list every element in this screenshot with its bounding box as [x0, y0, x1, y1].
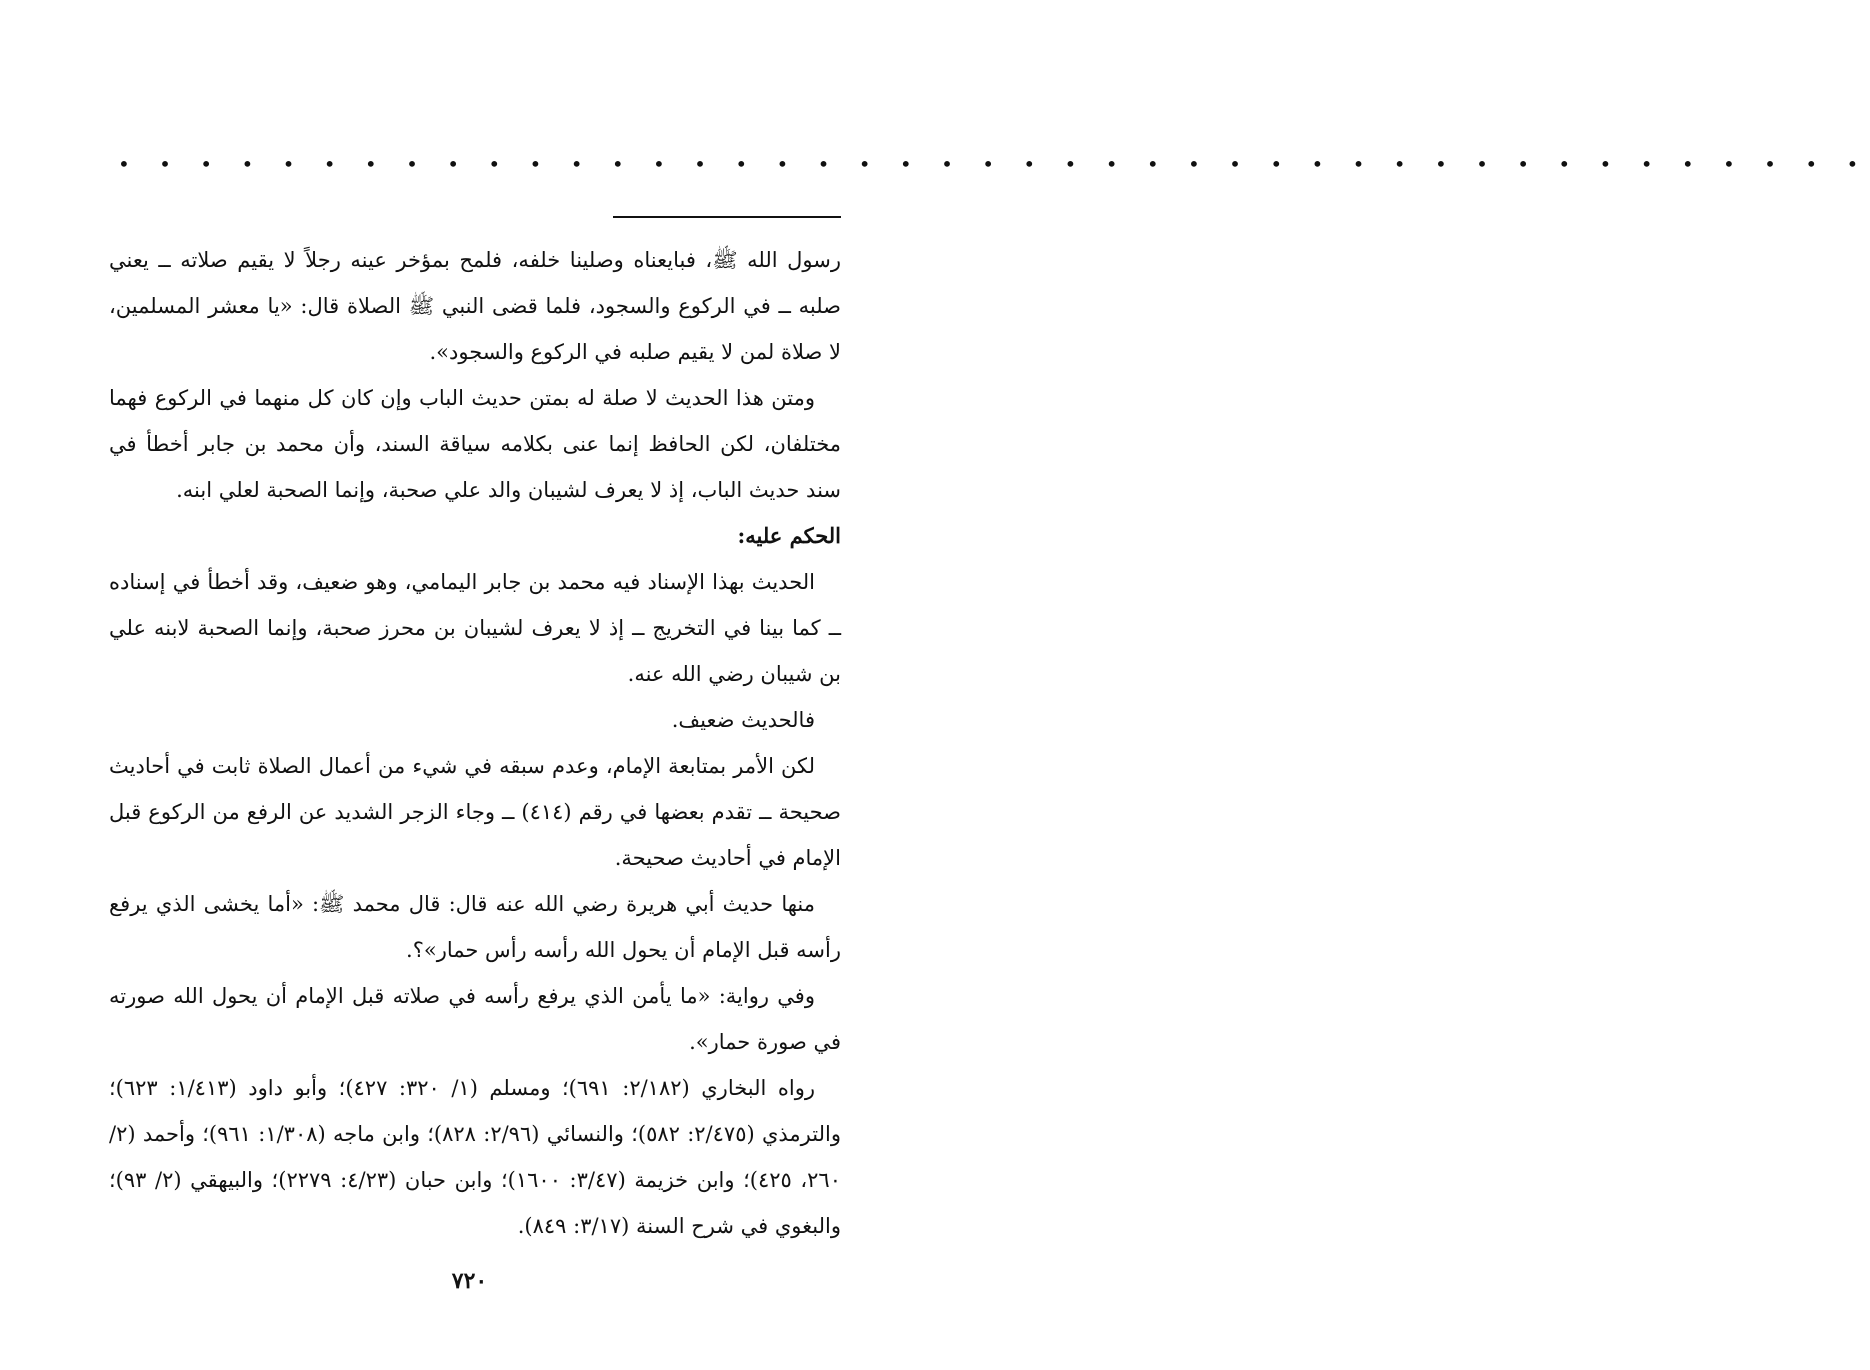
section-heading: الحكم عليه:	[737, 523, 841, 548]
paragraph: منها حديث أبي هريرة رضي الله عنه قال: قال محمد ﷺ: «أما يخشى الذي يرفع رأسه قبل الإمام أن يحول الله رأسه رأس حمار»؟.	[109, 892, 841, 962]
paragraph: رواه البخاري (٢/١٨٢: ٦٩١)؛ ومسلم (١/ ٣٢٠: ٤٢٧)؛ وأبو داود (١/٤١٣: ٦٢٣)؛ والترمذي (٢/٤٧٥: ٥٨٢)؛ والنسائي (٢/٩٦: ٨٢٨)؛ وابن ماجه (١/٣٠٨: ٩٦١)؛ وأحمد (٢/ ٢٦٠، ٤٢٥)؛ وابن خزيمة (٣/٤٧: ١٦٠٠)؛ وابن حبان (٤/٢٣: ٢٢٧٩)؛ والبيهقي (٢/ ٩٣)؛ والبغوي في شرح السنة (٣/١٧: ٨٤٩).	[109, 1076, 841, 1238]
body-text	[109, 237, 841, 1249]
paragraph: رسول الله ﷺ، فبايعناه وصلينا خلفه، فلمح بمؤخر عينه رجلاً لا يقيم صلاته ــ يعني صلبه ــ في الركوع والسجود، فلما قضى النبي ﷺ الصلاة قال: «يا معشر المسلمين، لا صلاة لمن لا يقيم صلبه في الركوع والسجود».	[109, 248, 841, 364]
dotted-separator: • • • • • • • • • • • • • • • • • • • • • • • • • • • • • • • • • • • • • • • • • • •	[118, 152, 1870, 176]
paragraph: وفي رواية: «ما يأمن الذي يرفع رأسه في صلاته قبل الإمام أن يحول الله صورته في صورة حمار».	[109, 984, 841, 1054]
footnote-rule	[613, 216, 841, 218]
page-number: ٧٢٠	[451, 1268, 488, 1294]
paragraph: الحديث بهذا الإسناد فيه محمد بن جابر اليمامي، وهو ضعيف، وقد أخطأ في إسناده ــ كما بينا في التخريج ــ إذ لا يعرف لشيبان بن محرز صحبة، وإنما الصحبة لابنه علي بن شيبان رضي الله عنه.	[109, 570, 841, 686]
paragraph: لكن الأمر بمتابعة الإمام، وعدم سبقه في شيء من أعمال الصلاة ثابت في أحاديث صحيحة ــ تقدم بعضها في رقم (٤١٤) ــ وجاء الزجر الشديد عن الرفع من الركوع قبل الإمام في أحاديث صحيحة.	[109, 754, 841, 870]
paragraph: ومتن هذا الحديث لا صلة له بمتن حديث الباب وإن كان كل منهما في الركوع فهما مختلفان، لكن الحافظ إنما عنى بكلامه سياقة السند، وأن محمد بن جابر أخطأ في سند حديث الباب، إذ لا يعرف لشيبان والد علي صحبة، وإنما الصحبة لعلي ابنه.	[109, 386, 841, 502]
paragraph: فالحديث ضعيف.	[671, 708, 815, 732]
